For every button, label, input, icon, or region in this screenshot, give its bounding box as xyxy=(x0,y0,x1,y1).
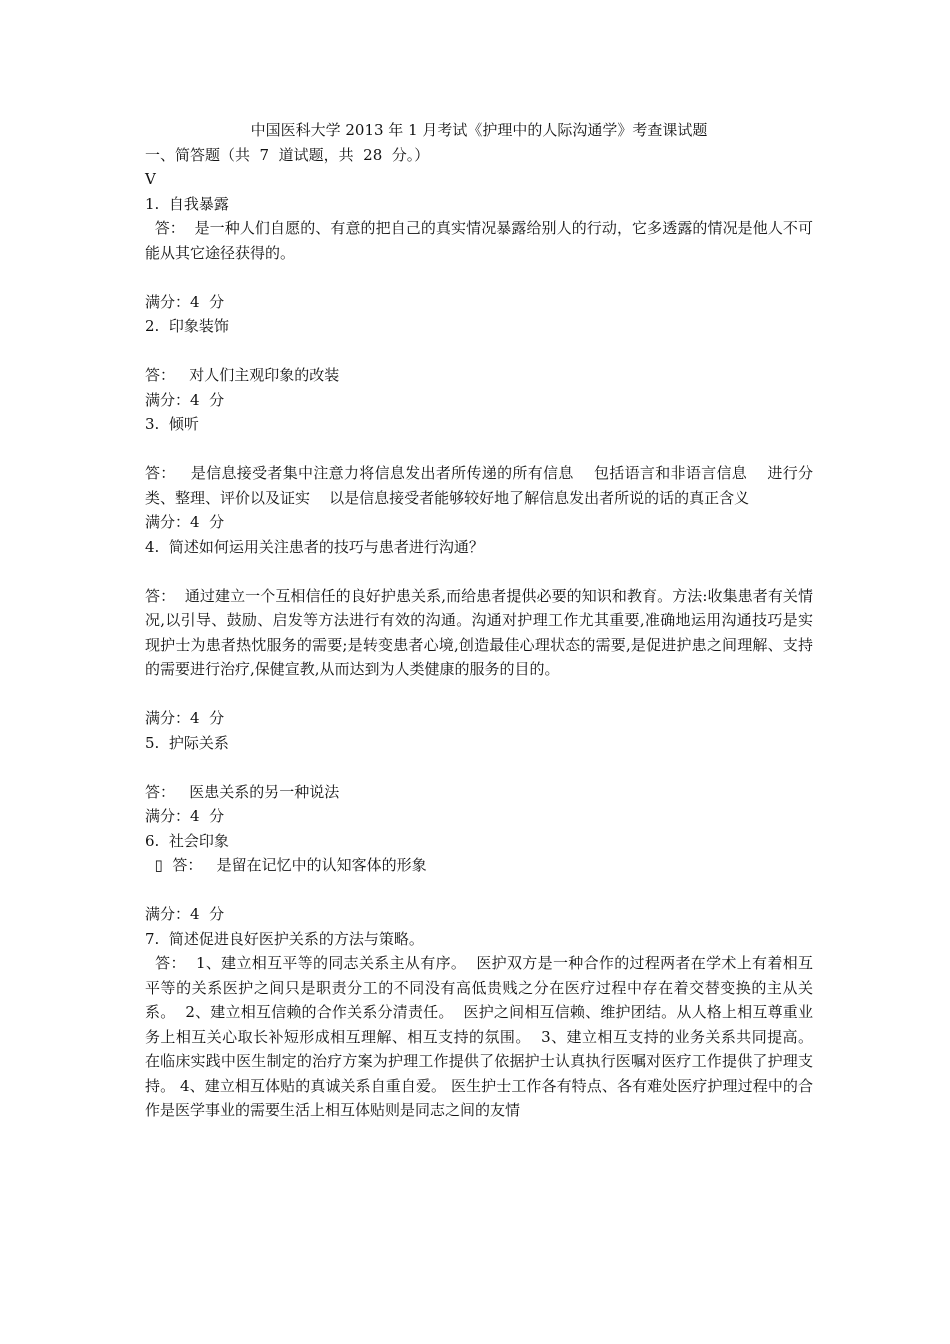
spacer xyxy=(145,437,813,462)
score-1: 满分：4 分 xyxy=(145,292,225,311)
check-mark: V xyxy=(145,170,156,188)
answer-7: 答： 1、建立相互平等的同志关系主从有序。 医护双方是一种合作的过程两者在学术上有着相互平等的关系医护之间只是职责分工的不同没有高低贵贱之分在医疗过程中存在着交替变换的主从关系。 2、建立相互信赖的合作关系分清责任。 医护之间相互信赖、维护团结。从人格上相互尊重业务上相互关心取长补短形成相互理解、相互支持的氛围。 3、建立相互支持的业务关系共同提高。 在临床实践中医生制定的治疗方案为护理工作提供了依据护士认真执行医嘱对医疗工作提供了护理支持。 4、建立相互体贴的真诚关系自重自爱。 医生护士工作各有特点、各有难处医疗护理过程中的合作是医学事业的需要生活上相互体贴则是同志之间的友情 xyxy=(145,954,828,1119)
section-heading: 一、简答题（共 7 道试题，共 28 分。） xyxy=(145,145,430,164)
spacer xyxy=(145,878,813,903)
answer-2: 答： 对人们主观印象的改装 xyxy=(145,366,340,384)
spacer xyxy=(145,682,813,707)
question-1: 1. 自我暴露 xyxy=(145,194,229,213)
score-4: 满分：4 分 xyxy=(145,709,225,727)
question-5: 5. 护际关系 xyxy=(145,733,229,752)
answer-5: 答： 医患关系的另一种说法 xyxy=(145,782,340,801)
question-7: 7. 简述促进良好医护关系的方法与策略。 xyxy=(145,929,424,948)
answer-3: 答： 是信息接受者集中注意力将信息发出者所传递的所有信息 包括语言和非语言信息 进行分类、整理、评价以及证实 以是信息接受者能够较好地了解信息发出者所说的话的真正含义 xyxy=(145,464,813,507)
score-6: 满分：4 分 xyxy=(145,905,225,923)
score-3: 满分：4 分 xyxy=(145,513,225,531)
score-5: 满分：4 分 xyxy=(145,807,225,825)
spacer xyxy=(145,755,813,780)
exam-title: 中国医科大学 2013 年 1 月考试《护理中的人际沟通学》考查课试题 xyxy=(250,121,708,139)
spacer xyxy=(145,559,813,584)
answer-4: 答： 通过建立一个互相信任的良好护患关系,而给患者提供必要的知识和教育。方法:收集患者有关情况,以引导、鼓励、启发等方法进行有效的沟通。沟通对护理工作尤其重要,准确地运用沟通技巧是实现护士为患者热忱服务的需要;是转变患者心境,创造最佳心理状态的需要,是促进护患之间理解、支持的需要进行治疗,保健宣教,从而达到为人类健康的服务的目的。 xyxy=(145,586,813,678)
answer-1: 答： 是一种人们自愿的、有意的把自己的真实情况暴露给别人的行动，它多透露的情况是他人不可能从其它途径获得的。 xyxy=(145,219,813,262)
spacer xyxy=(145,339,813,364)
answer-6: ▯ 答： 是留在记忆中的认知客体的形象 xyxy=(145,856,427,874)
score-2: 满分：4 分 xyxy=(145,390,225,409)
question-6: 6. 社会印象 xyxy=(145,831,229,850)
question-2: 2. 印象装饰 xyxy=(145,317,229,335)
question-4: 4. 简述如何运用关注患者的技巧与患者进行沟通？ xyxy=(145,537,484,556)
question-3: 3. 倾听 xyxy=(145,415,199,433)
spacer xyxy=(145,265,813,290)
document-page xyxy=(145,118,828,1123)
